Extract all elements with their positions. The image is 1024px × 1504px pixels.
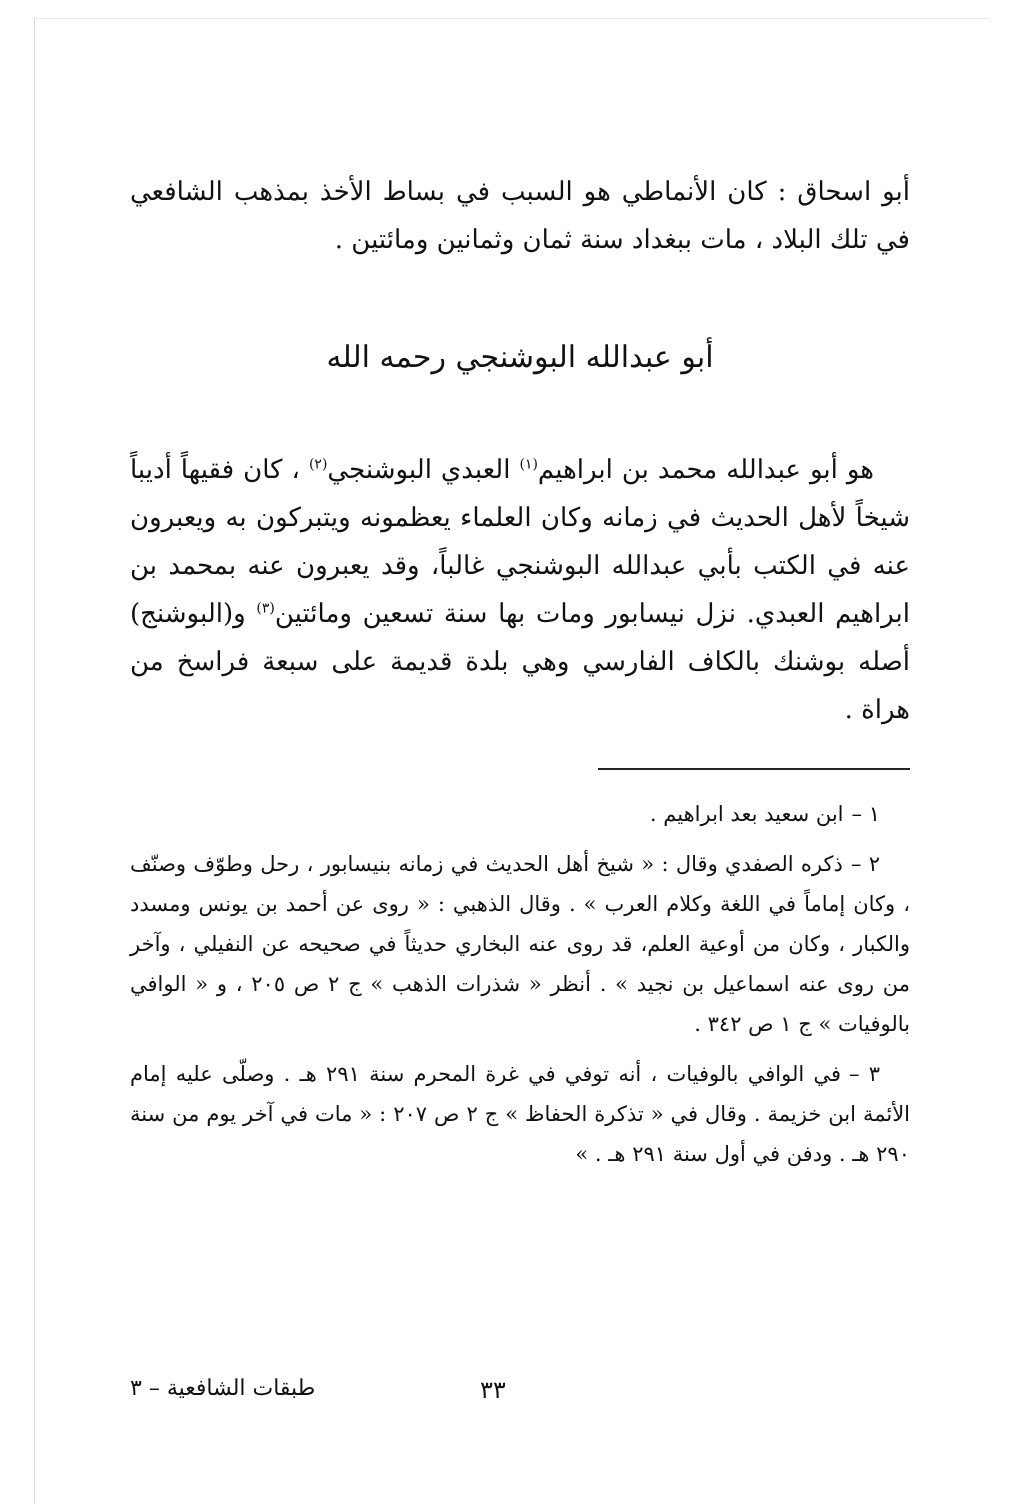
bio-text-2: العبدي البوشنجي — [327, 455, 520, 485]
bio-paragraph — [130, 446, 910, 734]
page-number: ٣٣ — [480, 1376, 506, 1404]
footnote-number: ٢ – — [850, 852, 881, 876]
page-footer — [130, 1376, 910, 1410]
footnote-ref-3[interactable]: (٣) — [256, 600, 275, 617]
footnote-text: ابن سعيد بعد ابراهيم . — [649, 802, 844, 826]
footnote-1 — [130, 794, 910, 834]
footnote-number: ٣ – — [848, 1062, 880, 1086]
intro-paragraph: أبو اسحاق : كان الأنماطي هو السبب في بساط الأخذ بمذهب الشافعي في تلك البلاد ، مات ببغداد سنة ثمان وثمانين ومائتين . — [130, 177, 910, 255]
footnote-2 — [130, 844, 910, 1044]
book-signature: طبقات الشافعية – ٣ — [130, 1376, 316, 1401]
footnote-text: في الوافي بالوفيات ، أنه توفي في غرة المحرم سنة ٢٩١ هـ . وصلّى عليه إمام الأئمة ابن خزيمة . وقال في « تذكرة الحفاظ » ج ٢ ص ٢٠٧ : « مات في آخر يوم من سنة ٢٩٠ هـ . ودفن في أول سنة ٢٩١ هـ . » — [130, 1062, 911, 1166]
section-heading: أبو عبدالله البوشنجي رحمه الله — [326, 340, 714, 375]
footnote-text: ذكره الصفدي وقال : « شيخ أهل الحديث في زمانه بنيسابور ، رحل وطوّف وصنّف ، وكان إماماً في اللغة وكلام العرب » . وقال الذهبي : « روى عن أحمد بن يونس ومسدد والكبار ، وكان من أوعية العلم، قد روى عنه البخاري حديثاً في صحيحه عن النفيلي ، وآخر من روى عنه اسماعيل بن نجيد » . أنظر « شذرات الذهب » ج ٢ ص ٢٠٥ ، و « الوافي بالوفيات » ج ١ ص ٣٤٢ . — [130, 852, 910, 1036]
footnote-3 — [130, 1054, 910, 1174]
bio-text-3: ، كان فقيهاً أديباً شيخاً لأهل الحديث في زمانه وكان العلماء يعظمونه ويتبركون به ويعبرون عنه في الكتب بأبي عبدالله البوشنجي غالباً، وقد يعبرون عنه بمحمد بن ابراهيم العبدي. نزل نيسابور ومات بها سنة تسعين ومائتين — [130, 455, 910, 629]
bio-text-1: هو أبو عبدالله محمد بن ابراهيم — [537, 455, 874, 485]
bio-text-4: و(البوشنج) أصله بوشنك بالكاف الفارسي وهي بلدة قديمة على سبعة فراسخ من هراة . — [130, 599, 910, 725]
footnote-ref-1[interactable]: (١) — [519, 456, 538, 473]
footnote-number: ١ – — [851, 802, 880, 826]
footnote-divider — [598, 768, 910, 770]
footnote-ref-2[interactable]: (٢) — [308, 456, 328, 473]
page-content — [130, 168, 910, 1184]
